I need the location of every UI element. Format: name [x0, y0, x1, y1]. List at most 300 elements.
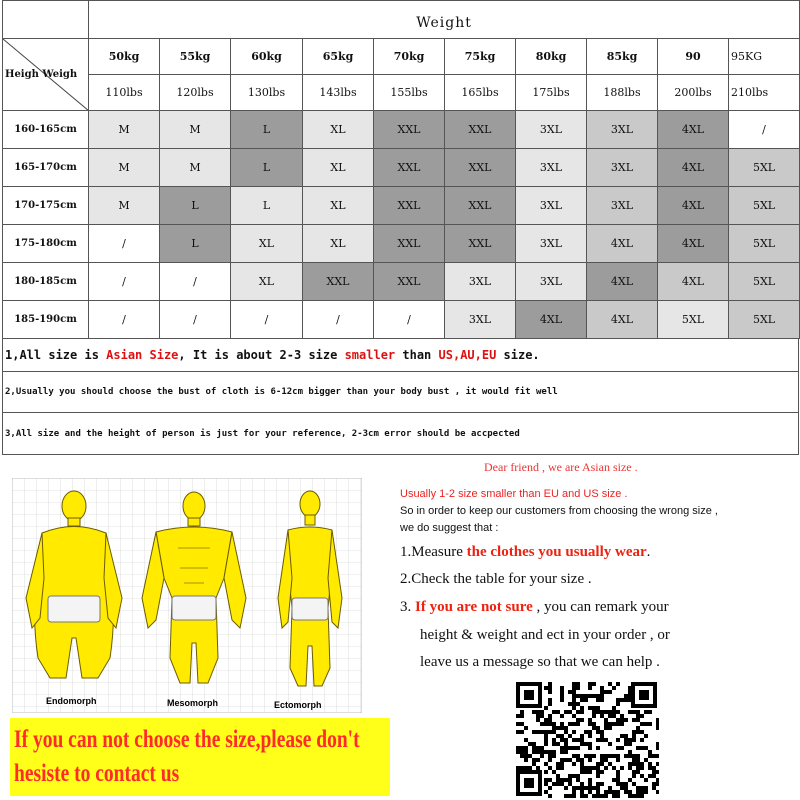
qr-module	[656, 754, 659, 758]
qr-module	[568, 782, 572, 786]
qr-module	[640, 794, 644, 798]
qr-module	[560, 750, 564, 754]
qr-module	[544, 750, 548, 754]
qr-module	[540, 714, 544, 718]
qr-module	[576, 746, 580, 750]
qr-module	[632, 762, 636, 766]
qr-module	[604, 718, 608, 722]
qr-module	[560, 686, 564, 690]
qr-module	[592, 706, 596, 710]
step-text: 1.Measure	[400, 544, 467, 560]
qr-module	[628, 766, 632, 770]
qr-module	[536, 758, 540, 762]
qr-module	[560, 722, 564, 726]
kg-header: 65kg	[303, 39, 374, 75]
qr-module	[572, 686, 576, 690]
qr-module	[576, 754, 580, 758]
qr-module	[632, 710, 636, 714]
qr-module	[636, 726, 640, 730]
qr-module	[564, 758, 568, 762]
qr-module	[572, 706, 576, 710]
qr-module	[568, 778, 572, 782]
qr-module	[616, 722, 620, 726]
qr-module	[560, 690, 564, 694]
qr-module	[564, 742, 568, 746]
qr-module	[548, 722, 552, 726]
qr-module	[544, 782, 548, 786]
size-cell: 5XL	[658, 301, 729, 339]
qr-module	[620, 714, 624, 718]
mesomorph-label: Mesomorph	[167, 698, 219, 708]
qr-module	[632, 794, 636, 798]
qr-module	[616, 782, 620, 786]
qr-module	[544, 722, 548, 726]
kg-header: 80kg	[516, 39, 587, 75]
qr-module	[596, 730, 600, 734]
qr-module	[652, 766, 656, 770]
qr-module	[572, 762, 576, 766]
size-cell: 4XL	[658, 187, 729, 225]
qr-module	[620, 722, 624, 726]
qr-module	[544, 738, 548, 742]
size-cell: XXL	[445, 111, 516, 149]
qr-module	[548, 702, 552, 706]
qr-module	[520, 710, 524, 714]
qr-module	[632, 770, 636, 774]
qr-module	[528, 742, 532, 746]
qr-module	[592, 694, 596, 698]
qr-module	[628, 742, 632, 746]
qr-module	[632, 758, 636, 762]
qr-module	[636, 714, 640, 718]
size-cell: M	[160, 111, 231, 149]
qr-module	[616, 774, 620, 778]
qr-module	[520, 746, 524, 750]
qr-module	[596, 710, 600, 714]
qr-module	[524, 726, 528, 730]
size-cell: /	[160, 301, 231, 339]
body-type-figure	[12, 478, 362, 713]
corner-label: Heigh Weigh	[5, 69, 78, 80]
qr-module	[636, 758, 640, 762]
qr-module	[620, 782, 624, 786]
qr-module	[572, 730, 576, 734]
qr-module	[580, 718, 584, 722]
qr-module	[648, 774, 652, 778]
ectomorph-label: Ectomorph	[274, 700, 322, 710]
qr-module	[628, 790, 632, 794]
qr-module	[568, 746, 572, 750]
qr-module	[576, 682, 580, 686]
qr-module	[544, 706, 548, 710]
qr-module	[640, 730, 644, 734]
qr-module	[656, 742, 659, 746]
qr-module	[636, 746, 640, 750]
size-cell: 5XL	[729, 187, 800, 225]
qr-module	[604, 726, 608, 730]
size-cell: 3XL	[587, 149, 658, 187]
qr-module	[620, 746, 624, 750]
qr-module	[544, 778, 548, 782]
qr-module	[544, 730, 548, 734]
qr-module	[592, 726, 596, 730]
qr-module	[576, 778, 580, 782]
qr-finder-top-left	[516, 682, 542, 708]
note-reference: 3,All size and the height of person is just for your reference, 2-3cm error should be accpected	[2, 413, 799, 455]
qr-module	[608, 722, 612, 726]
lbs-header: 155lbs	[374, 75, 445, 111]
qr-module	[616, 794, 620, 798]
qr-module	[636, 710, 640, 714]
qr-module	[624, 742, 628, 746]
qr-module	[596, 738, 600, 742]
qr-module	[540, 730, 544, 734]
qr-module	[656, 718, 659, 722]
size-cell: M	[89, 187, 160, 225]
qr-module	[560, 782, 564, 786]
qr-module	[580, 710, 584, 714]
qr-module	[656, 726, 659, 730]
qr-module	[552, 722, 556, 726]
qr-module	[628, 754, 632, 758]
kg-header: 85kg	[587, 39, 658, 75]
qr-finder-top-right	[631, 682, 657, 708]
qr-module	[572, 790, 576, 794]
qr-module	[632, 754, 636, 758]
qr-module	[524, 750, 528, 754]
qr-module	[640, 786, 644, 790]
qr-module	[532, 730, 536, 734]
qr-module	[540, 746, 544, 750]
lbs-header: 143lbs	[303, 75, 374, 111]
qr-module	[600, 730, 604, 734]
lbs-header: 175lbs	[516, 75, 587, 111]
qr-module	[588, 786, 592, 790]
qr-module	[644, 722, 648, 726]
qr-module	[548, 758, 552, 762]
qr-module	[600, 690, 604, 694]
qr-module	[604, 794, 608, 798]
qr-module	[568, 710, 572, 714]
note-bust: 2,Usually you should choose the bust of cloth is 6-12cm bigger than your body bust , it would fit well	[2, 372, 799, 413]
qr-module	[624, 790, 628, 794]
qr-module	[556, 774, 560, 778]
size-cell: XXL	[445, 225, 516, 263]
qr-module	[560, 778, 564, 782]
size-cell: XXL	[303, 263, 374, 301]
diagonal-header-cell	[3, 39, 89, 111]
qr-module	[616, 710, 620, 714]
qr-module	[528, 754, 532, 758]
qr-module	[556, 710, 560, 714]
qr-module	[552, 726, 556, 730]
step-not-sure-line2: height & weight and ect in your order , or	[420, 627, 670, 643]
qr-module	[516, 750, 520, 754]
qr-module	[572, 714, 576, 718]
qr-module	[596, 774, 600, 778]
qr-module	[612, 766, 616, 770]
qr-module	[624, 738, 628, 742]
qr-module	[608, 786, 612, 790]
qr-module	[644, 710, 648, 714]
qr-module	[652, 754, 656, 758]
qr-module	[620, 718, 624, 722]
step-not-sure	[400, 599, 669, 616]
qr-module	[560, 714, 564, 718]
size-cell: XL	[231, 225, 303, 263]
qr-module	[572, 682, 576, 686]
size-cell: L	[160, 225, 231, 263]
qr-module	[576, 738, 580, 742]
qr-module	[524, 746, 528, 750]
step-highlight: If you are not sure	[415, 599, 533, 615]
lbs-header: 210lbs	[729, 75, 800, 111]
qr-module	[636, 718, 640, 722]
qr-module	[564, 710, 568, 714]
qr-module	[648, 722, 652, 726]
qr-module	[640, 714, 644, 718]
qr-module	[576, 774, 580, 778]
qr-module	[640, 790, 644, 794]
qr-module	[608, 762, 612, 766]
qr-module	[632, 730, 636, 734]
in-order-text: So in order to keep our customers from choosing the wrong size ,	[400, 505, 718, 517]
qr-module	[616, 746, 620, 750]
qr-module	[520, 722, 524, 726]
qr-module	[576, 702, 580, 706]
qr-module	[612, 710, 616, 714]
qr-module	[600, 686, 604, 690]
qr-module	[588, 770, 592, 774]
qr-module	[588, 782, 592, 786]
size-cell: /	[89, 263, 160, 301]
qr-module	[588, 718, 592, 722]
table-row	[3, 187, 800, 225]
qr-module	[612, 722, 616, 726]
qr-module	[572, 698, 576, 702]
qr-module	[640, 766, 644, 770]
qr-module	[552, 738, 556, 742]
qr-module	[636, 786, 640, 790]
qr-module	[644, 790, 648, 794]
qr-module	[620, 734, 624, 738]
qr-module	[612, 790, 616, 794]
size-cell: 5XL	[729, 225, 800, 263]
qr-module	[568, 734, 572, 738]
height-label: 180-185cm	[3, 263, 89, 301]
qr-module	[648, 710, 652, 714]
size-cell: 3XL	[516, 149, 587, 187]
qr-module	[608, 682, 612, 686]
qr-module	[532, 742, 536, 746]
qr-module	[656, 746, 659, 750]
asian-size-note: Usually 1-2 size smaller than EU and US size .	[400, 488, 628, 500]
qr-module	[584, 754, 588, 758]
note-text: size.	[496, 348, 540, 362]
note-highlight: smaller	[344, 348, 396, 362]
qr-module	[620, 786, 624, 790]
qr-module	[548, 794, 552, 798]
qr-module	[616, 698, 620, 702]
qr-module	[536, 714, 540, 718]
kg-header: 70kg	[374, 39, 445, 75]
qr-module	[560, 746, 564, 750]
size-cell: M	[89, 111, 160, 149]
qr-module	[516, 714, 520, 718]
qr-module	[604, 754, 608, 758]
size-cell: M	[89, 149, 160, 187]
qr-module	[564, 746, 568, 750]
qr-module	[556, 742, 560, 746]
qr-module	[520, 730, 524, 734]
qr-module	[564, 794, 568, 798]
qr-module	[620, 766, 624, 770]
qr-module	[580, 766, 584, 770]
size-cell: /	[89, 225, 160, 263]
height-label: 160-165cm	[3, 111, 89, 149]
qr-module	[564, 778, 568, 782]
qr-module	[644, 778, 648, 782]
qr-module	[604, 738, 608, 742]
qr-module	[584, 794, 588, 798]
qr-module	[584, 766, 588, 770]
size-cell: 4XL	[587, 225, 658, 263]
qr-module	[536, 766, 540, 770]
qr-module	[580, 734, 584, 738]
qr-module	[560, 726, 564, 730]
qr-module	[624, 782, 628, 786]
qr-module	[516, 746, 520, 750]
qr-module	[628, 750, 632, 754]
suggest-text: we do suggest that :	[400, 522, 499, 534]
qr-module	[596, 766, 600, 770]
qr-code[interactable]	[514, 680, 659, 798]
kg-header: 55kg	[160, 39, 231, 75]
size-cell: L	[231, 149, 303, 187]
step-check-table: 2.Check the table for your size .	[400, 571, 592, 587]
table-row	[3, 263, 800, 301]
banner-line: If you can not choose the size,please don't	[14, 726, 360, 753]
height-label: 185-190cm	[3, 301, 89, 339]
qr-module	[652, 774, 656, 778]
qr-module	[612, 754, 616, 758]
size-cell: XXL	[445, 149, 516, 187]
qr-module	[548, 682, 552, 686]
qr-module	[604, 710, 608, 714]
qr-module	[608, 790, 612, 794]
qr-module	[608, 710, 612, 714]
qr-module	[600, 770, 604, 774]
size-cell: /	[303, 301, 374, 339]
qr-module	[536, 710, 540, 714]
qr-module	[600, 710, 604, 714]
size-cell: XXL	[374, 187, 445, 225]
qr-module	[588, 778, 592, 782]
qr-module	[632, 718, 636, 722]
qr-module	[600, 698, 604, 702]
qr-module	[628, 778, 632, 782]
qr-module	[656, 782, 659, 786]
qr-module	[552, 730, 556, 734]
qr-module	[580, 782, 584, 786]
qr-module	[548, 778, 552, 782]
qr-module	[560, 766, 564, 770]
qr-module	[652, 770, 656, 774]
size-cell: /	[374, 301, 445, 339]
qr-module	[616, 682, 620, 686]
size-cell: 3XL	[445, 263, 516, 301]
size-cell: 4XL	[587, 263, 658, 301]
qr-module	[516, 730, 520, 734]
qr-module	[596, 770, 600, 774]
size-cell: 4XL	[658, 225, 729, 263]
qr-module	[544, 686, 548, 690]
qr-module	[580, 794, 584, 798]
qr-module	[608, 754, 612, 758]
qr-module	[560, 734, 564, 738]
lbs-header: 188lbs	[587, 75, 658, 111]
size-cell: 5XL	[729, 301, 800, 339]
qr-module	[572, 786, 576, 790]
size-cell: L	[160, 187, 231, 225]
qr-module	[616, 754, 620, 758]
qr-module	[596, 782, 600, 786]
qr-module	[592, 714, 596, 718]
table-row	[3, 111, 800, 149]
qr-module	[632, 738, 636, 742]
qr-module	[608, 742, 612, 746]
banner-line: hesiste to contact us	[14, 760, 180, 787]
qr-module	[620, 698, 624, 702]
qr-module	[588, 682, 592, 686]
qr-module	[568, 794, 572, 798]
qr-module	[580, 698, 584, 702]
kg-header: 50kg	[89, 39, 160, 75]
qr-module	[544, 742, 548, 746]
qr-module	[644, 786, 648, 790]
qr-module	[540, 710, 544, 714]
qr-module	[588, 766, 592, 770]
qr-module	[636, 794, 640, 798]
qr-module	[612, 794, 616, 798]
qr-module	[652, 782, 656, 786]
qr-module	[552, 782, 556, 786]
qr-module	[600, 758, 604, 762]
qr-module	[536, 730, 540, 734]
qr-module	[568, 758, 572, 762]
qr-module	[576, 710, 580, 714]
size-cell: 3XL	[516, 263, 587, 301]
qr-module	[548, 766, 552, 770]
qr-module	[584, 786, 588, 790]
qr-module	[564, 738, 568, 742]
step-text: .	[646, 544, 651, 560]
qr-module	[568, 774, 572, 778]
qr-module	[536, 750, 540, 754]
qr-module	[520, 766, 524, 770]
qr-module	[588, 706, 592, 710]
qr-module	[524, 754, 528, 758]
qr-module	[556, 726, 560, 730]
qr-module	[612, 778, 616, 782]
size-cell: /	[89, 301, 160, 339]
size-cell: L	[231, 187, 303, 225]
qr-module	[588, 722, 592, 726]
qr-module	[576, 694, 580, 698]
size-cell: 4XL	[658, 149, 729, 187]
qr-module	[524, 758, 528, 762]
qr-module	[612, 706, 616, 710]
